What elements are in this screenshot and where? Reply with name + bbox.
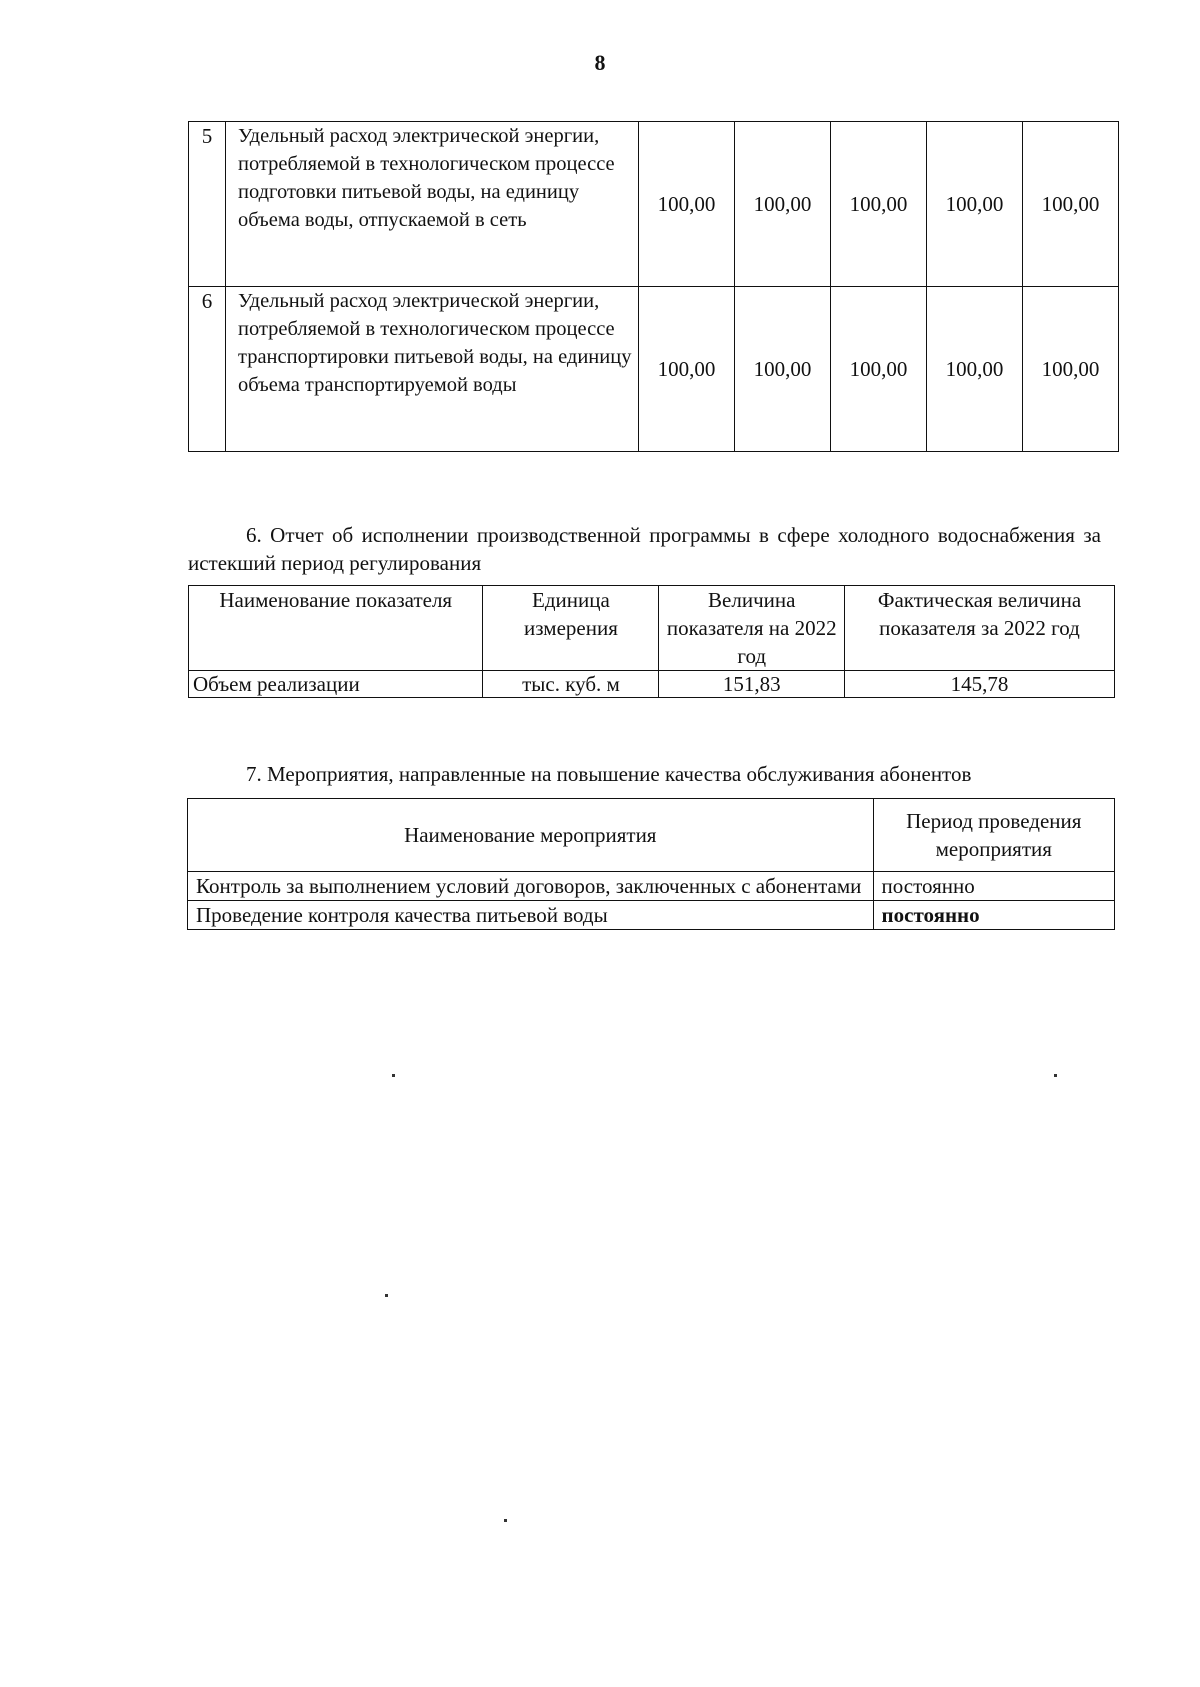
table-cell: постоянно — [873, 901, 1114, 930]
indicator-value: 100,00 — [927, 287, 1023, 452]
table-cell: Контроль за выполнением условий договоров, заключенных с абонентами — [188, 872, 874, 901]
indicator-value: 100,00 — [639, 287, 735, 452]
table-row — [189, 671, 1115, 698]
column-header: Единица измерения — [483, 586, 659, 671]
page-number: 8 — [594, 50, 606, 75]
row-number: 5 — [189, 122, 226, 287]
indicator-value: 100,00 — [831, 122, 927, 287]
indicator-value: 100,00 — [1023, 122, 1119, 287]
indicator-value: 100,00 — [639, 122, 735, 287]
table-row — [188, 872, 1115, 901]
column-header: Величина показателя на 2022 год — [659, 586, 845, 671]
scan-speck — [392, 1074, 395, 1077]
table-row — [189, 122, 1119, 287]
section-7-heading-text: 7. Мероприятия, направленные на повышение качества обслуживания абонентов — [246, 762, 972, 786]
section-6-heading — [188, 521, 1101, 577]
indicator-value: 100,00 — [735, 122, 831, 287]
table-cell: тыс. куб. м — [483, 671, 659, 698]
column-header: Наименование мероприятия — [188, 799, 874, 872]
indicators-table — [188, 121, 1119, 452]
section-7-heading — [188, 760, 1101, 788]
row-number: 6 — [189, 287, 226, 452]
table-row — [188, 901, 1115, 930]
report-table — [188, 585, 1115, 698]
table-header-row — [188, 799, 1115, 872]
table-cell: Проведение контроля качества питьевой воды — [188, 901, 874, 930]
indicator-value: 100,00 — [831, 287, 927, 452]
indicator-value: 100,00 — [735, 287, 831, 452]
table-cell: постоянно — [873, 872, 1114, 901]
section-6-heading-text: 6. Отчет об исполнении производственной программы в сфере холодного водоснабжения за истекший период регулирования — [188, 523, 1101, 575]
table-header-row — [189, 586, 1115, 671]
column-header: Фактическая величина показателя за 2022 год — [845, 586, 1115, 671]
scan-speck — [1054, 1074, 1057, 1077]
indicator-name: Удельный расход электрической энергии, потребляемой в технологическом процессе транспортировки питьевой воды, на единицу объема транспортируемой воды — [226, 287, 639, 452]
measures-table — [187, 798, 1115, 930]
column-header: Наименование показателя — [189, 586, 483, 671]
scan-speck — [385, 1294, 388, 1297]
table-row — [189, 287, 1119, 452]
column-header: Период проведения мероприятия — [873, 799, 1114, 872]
table-cell: 145,78 — [845, 671, 1115, 698]
indicator-value: 100,00 — [1023, 287, 1119, 452]
table-cell: Объем реализации — [189, 671, 483, 698]
indicator-name: Удельный расход электрической энергии, потребляемой в технологическом процессе подготовки питьевой воды, на единицу объема воды, отпускаемой в сеть — [226, 122, 639, 287]
indicator-value: 100,00 — [927, 122, 1023, 287]
scan-speck — [504, 1519, 507, 1522]
table-cell: 151,83 — [659, 671, 845, 698]
